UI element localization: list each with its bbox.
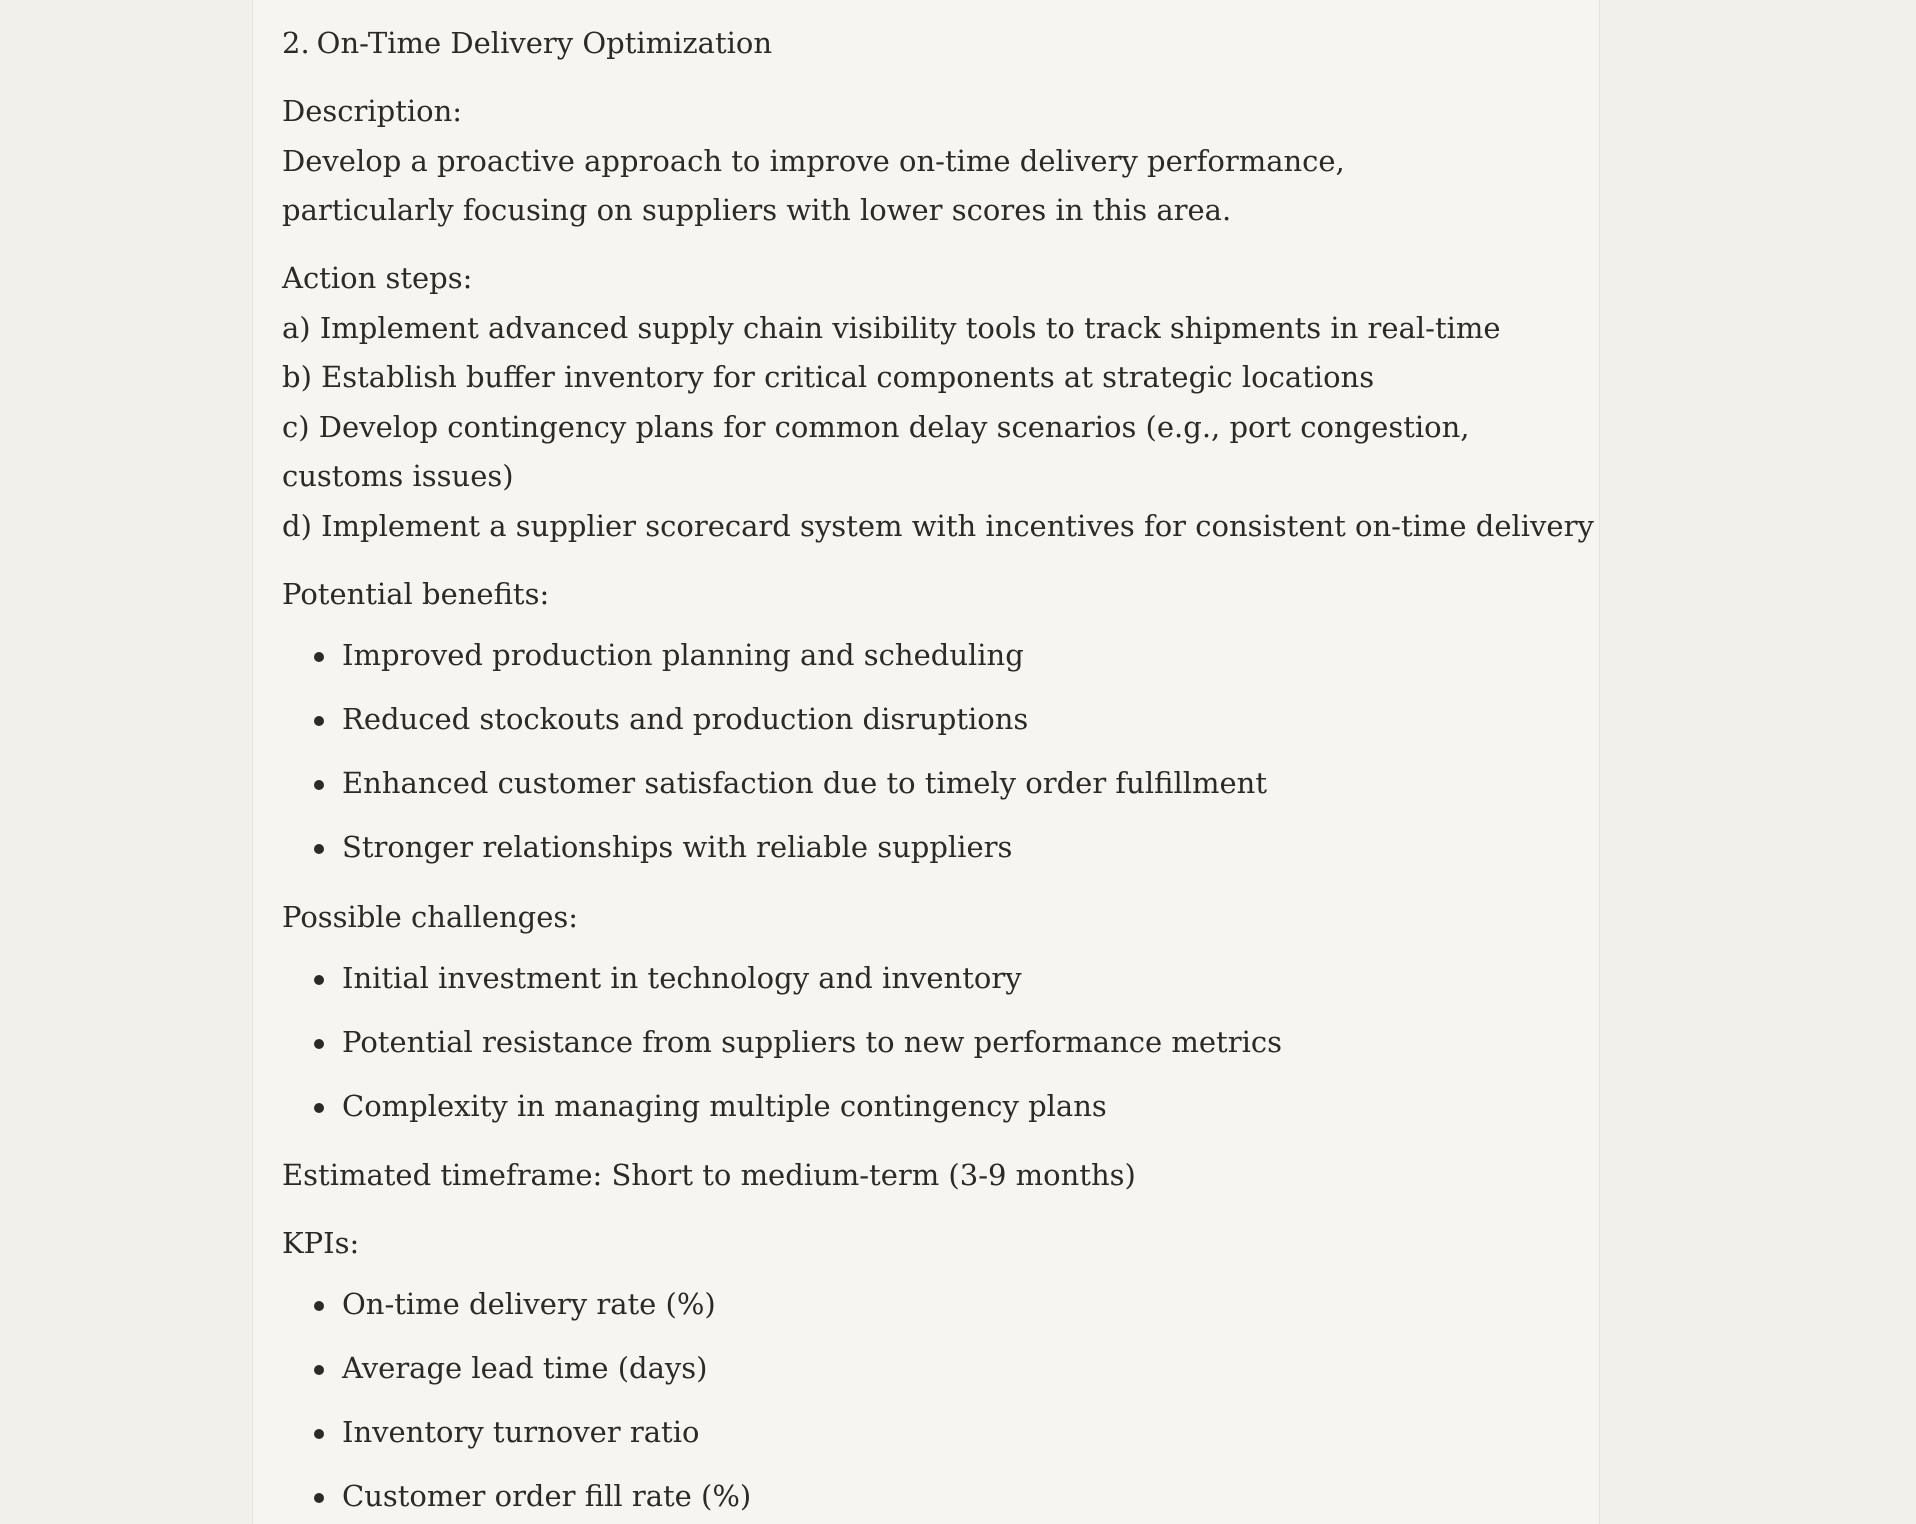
- action-steps-label: Action steps:: [282, 261, 473, 295]
- list-item: Customer order fill rate (%): [282, 1472, 751, 1521]
- list-item: Improved production planning and scheduling: [282, 631, 1267, 680]
- benefits-label: Potential benefits:: [282, 577, 550, 611]
- section-number: 2.: [282, 26, 310, 60]
- document-card: [252, 0, 1600, 1524]
- list-item: On-time delivery rate (%): [282, 1280, 751, 1329]
- list-item: Enhanced customer satisfaction due to timely order fulfillment: [282, 759, 1267, 808]
- list-item: Complexity in managing multiple contingency plans: [282, 1082, 1282, 1131]
- section-title: On-Time Delivery Optimization: [316, 26, 773, 60]
- action-step-b: b) Establish buffer inventory for critical components at strategic locations: [282, 360, 1375, 394]
- action-step-d: d) Implement a supplier scorecard system with incentives for consistent on-time delivery: [282, 509, 1594, 543]
- description-label: Description:: [282, 94, 463, 128]
- challenges-label: Possible challenges:: [282, 900, 579, 934]
- estimated-timeframe: Estimated timeframe: Short to medium-term (3-9 months): [282, 1158, 1136, 1192]
- description-text: Develop a proactive approach to improve on-time delivery performance, particularly focusing on suppliers with lower scores in this area.: [282, 144, 1345, 227]
- challenges-list: [282, 954, 1282, 1146]
- list-item: Potential resistance from suppliers to new performance metrics: [282, 1018, 1282, 1067]
- list-item: Average lead time (days): [282, 1344, 751, 1393]
- kpis-list: [282, 1280, 751, 1524]
- benefits-list: [282, 631, 1267, 887]
- list-item: Stronger relationships with reliable suppliers: [282, 823, 1267, 872]
- list-item: Reduced stockouts and production disruptions: [282, 695, 1267, 744]
- list-item: Initial investment in technology and inventory: [282, 954, 1282, 1003]
- action-step-a: a) Implement advanced supply chain visibility tools to track shipments in real-time: [282, 311, 1501, 345]
- section-heading: [282, 19, 772, 68]
- kpis-label: KPIs:: [282, 1226, 360, 1260]
- list-item: Inventory turnover ratio: [282, 1408, 751, 1457]
- action-step-c: c) Develop contingency plans for common delay scenarios (e.g., port congestion, customs issues): [282, 410, 1470, 493]
